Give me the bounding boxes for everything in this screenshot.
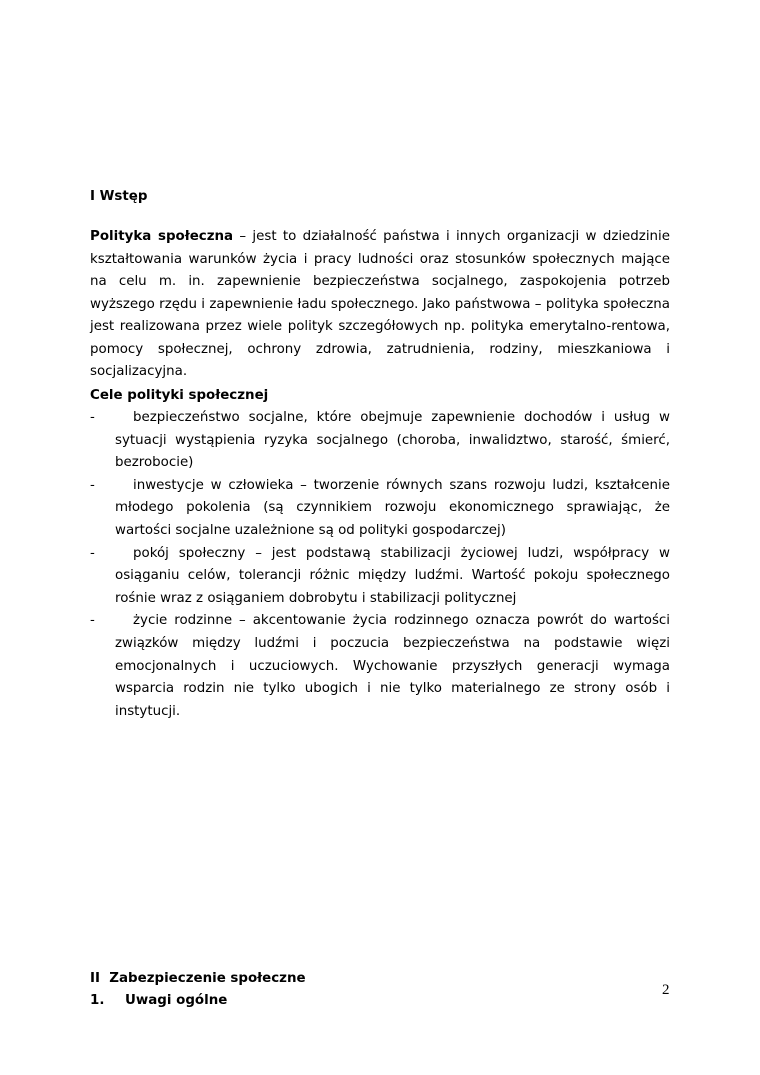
list-bullet: - bbox=[90, 410, 95, 425]
list-item-text: pokój społeczny – jest podstawą stabilizacji życiowej ludzi, współpracy w osiąganiu celów, tolerancji różnic między ludźmi. Wartość pokoju społecznego rośnie wraz z osiąganiem dobrobytu i stabilizacji politycznej bbox=[115, 545, 670, 606]
goals-heading: Cele polityki społecznej bbox=[90, 388, 269, 403]
list-item bbox=[90, 543, 670, 611]
definition-text: – jest to działalność państwa i innych organizacji w dziedzinie kształtowania warunków życia i pracy ludności oraz stosunków społecznych mające na celu m. in. zapewnienie bezpieczeństwa socjalnego, zaspokojenia potrzeb wyższego rzędu i zapewnienie ładu społecznego. Jako państwowa – polityka społeczna jest realizowana przez wiele polityk szczegółowych np. polityka emerytalno-rentowa, pomocy społecznej, ochrony zdrowia, zatrudnienia, rodziny, mieszkaniowa i socjalizacyjna. bbox=[90, 229, 670, 379]
list-item-text: bezpieczeństwo socjalne, które obejmuje zapewnienie dochodów i usług w sytuacji wystąpienia ryzyka socjalnego (choroba, inwalidztwo, starość, śmierć, bezrobocie) bbox=[115, 410, 670, 471]
list-item-text: życie rodzinne – akcentowanie życia rodzinnego oznacza powrót do wartości związków między ludźmi i poczucia bezpieczeństwa na podstawie więzi emocjonalnych i uczuciowych. Wychowanie przyszłych generacji wymaga wsparcia rodzin nie tylko ubogich i nie tylko materialnego ze strony osób i instytucji. bbox=[115, 613, 670, 719]
section-title: II Zabezpieczenie społeczne bbox=[90, 971, 306, 986]
subsection-number: 1. bbox=[90, 993, 105, 1008]
list-bullet: - bbox=[90, 545, 95, 561]
list-item bbox=[90, 475, 670, 543]
subsection-heading bbox=[90, 990, 670, 1012]
list-item-text: inwestycje w człowieka – tworzenie równych szans rozwoju ludzi, kształcenie młodego pokolenia (są czynnikiem rozwoju ekonomicznego sprawiając, że wartości socjalne uzależnione są od polityki gospodarczej) bbox=[115, 477, 670, 538]
section-title: I Wstęp bbox=[90, 189, 148, 204]
subsection-title: Uwagi ogólne bbox=[125, 993, 228, 1008]
section-heading-intro bbox=[90, 186, 670, 208]
page-number: 2 bbox=[662, 982, 670, 998]
goals-list bbox=[90, 407, 670, 723]
list-item bbox=[90, 407, 670, 475]
list-bullet: - bbox=[90, 477, 95, 493]
defined-term: Polityka społeczna bbox=[90, 229, 234, 244]
list-item bbox=[90, 610, 670, 723]
goals-section bbox=[90, 385, 670, 723]
list-bullet: - bbox=[90, 613, 95, 629]
intro-paragraph bbox=[90, 226, 670, 384]
section-heading-social-security bbox=[90, 968, 670, 1012]
intro-paragraph-block bbox=[90, 226, 670, 384]
